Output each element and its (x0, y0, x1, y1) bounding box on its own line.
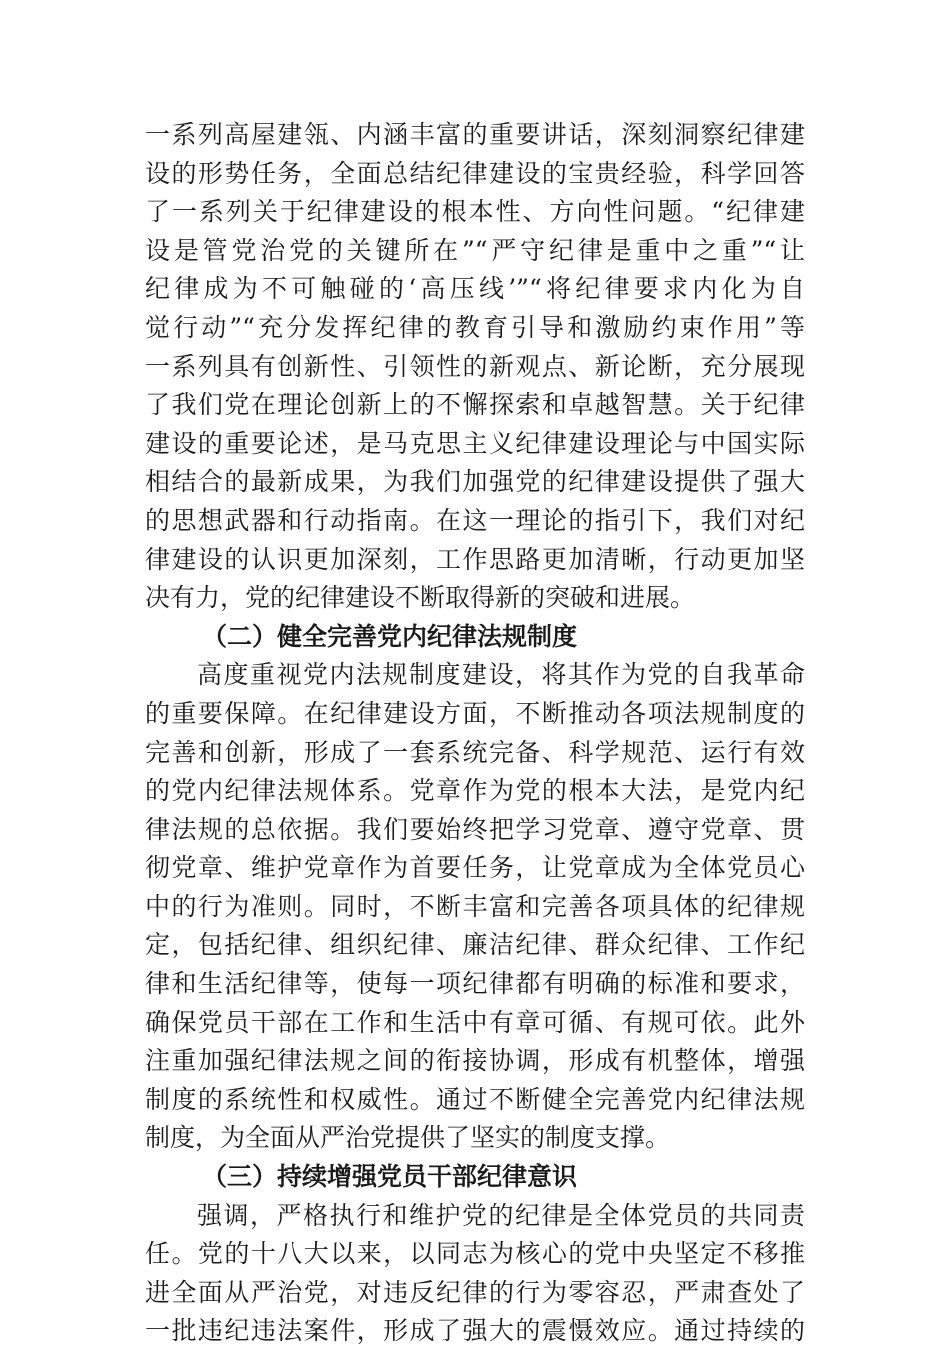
text-line: 一批违纪违法案件，形成了强大的震慑效应。通过持续的 (145, 1316, 805, 1346)
text-line: 律和生活纪律等，使每一项纪律都有明确的标准和要求， (145, 969, 805, 999)
text-line: 完善和创新，形成了一套系统完备、科学规范、运行有效 (145, 737, 805, 767)
text-line: 建设的重要论述，是马克思主义纪律建设理论与中国实际 (145, 428, 805, 458)
text-line: 律法规的总依据。我们要始终把学习党章、遵守党章、贯 (145, 814, 805, 844)
text-line: 强调，严格执行和维护党的纪律是全体党员的共同责 (197, 1200, 805, 1230)
text-line: 注重加强纪律法规之间的衔接协调，形成有机整体，增强 (145, 1046, 805, 1076)
section-heading: （三）持续增强党员干部纪律意识 (202, 1162, 578, 1192)
text-line: 纪律成为不可触碰的‘高压线’”“将纪律要求内化为自 (145, 274, 805, 304)
paragraph-1 (145, 116, 805, 618)
text-line: 确保党员干部在工作和生活中有章可循、有规可依。此外 (145, 1007, 805, 1037)
document-body (145, 116, 805, 1351)
text-line: 的思想武器和行动指南。在这一理论的指引下，我们对纪 (145, 505, 805, 535)
paragraph-3 (145, 1197, 805, 1351)
text-line: 高度重视党内法规制度建设，将其作为党的自我革命 (197, 660, 805, 690)
text-line: 的党内纪律法规体系。党章作为党的根本大法，是党内纪 (145, 776, 805, 806)
text-line: 彻党章、维护党章作为首要任务，让党章成为全体党员心 (145, 853, 805, 883)
text-line: 觉行动”“充分发挥纪律的教育引导和激励约束作用”等 (145, 312, 805, 342)
text-line: 的重要保障。在纪律建设方面，不断推动各项法规制度的 (145, 698, 805, 728)
text-line: 进全面从严治党，对违反纪律的行为零容忍，严肃查处了 (145, 1277, 805, 1307)
text-line: 制度的系统性和权威性。通过不断健全完善党内纪律法规 (145, 1084, 805, 1114)
text-line: 决有力，党的纪律建设不断取得新的突破和进展。 (145, 583, 696, 613)
text-line: 律建设的认识更加深刻，工作思路更加清晰，行动更加坚 (145, 544, 805, 574)
text-line: 一系列高屋建瓴、内涵丰富的重要讲话，深刻洞察纪律建 (145, 120, 805, 149)
text-line: 任。党的十八大以来，以同志为核心的党中央坚定不移推 (145, 1239, 805, 1269)
text-line: 设的形势任务，全面总结纪律建设的宝贵经验，科学回答 (145, 158, 805, 188)
text-line: 设是管党治党的关键所在”“严守纪律是重中之重”“让 (145, 235, 805, 265)
section-heading: （二）健全完善党内纪律法规制度 (202, 621, 578, 651)
text-line: 一系列具有创新性、引领性的新观点、新论断，充分展现 (145, 351, 805, 381)
text-line: 了我们党在理论创新上的不懈探索和卓越智慧。关于纪律 (145, 390, 805, 420)
text-line: 定，包括纪律、组织纪律、廉洁纪律、群众纪律、工作纪 (145, 930, 805, 960)
paragraph-2 (145, 656, 805, 1158)
text-line: 中的行为准则。同时，不断丰富和完善各项具体的纪律规 (145, 891, 805, 921)
text-line: 制度，为全面从严治党提供了坚实的制度支撑。 (145, 1123, 671, 1153)
text-line: 了一系列关于纪律建设的根本性、方向性问题。“纪律建 (145, 197, 805, 227)
text-line: 相结合的最新成果，为我们加强党的纪律建设提供了强大 (145, 467, 805, 497)
